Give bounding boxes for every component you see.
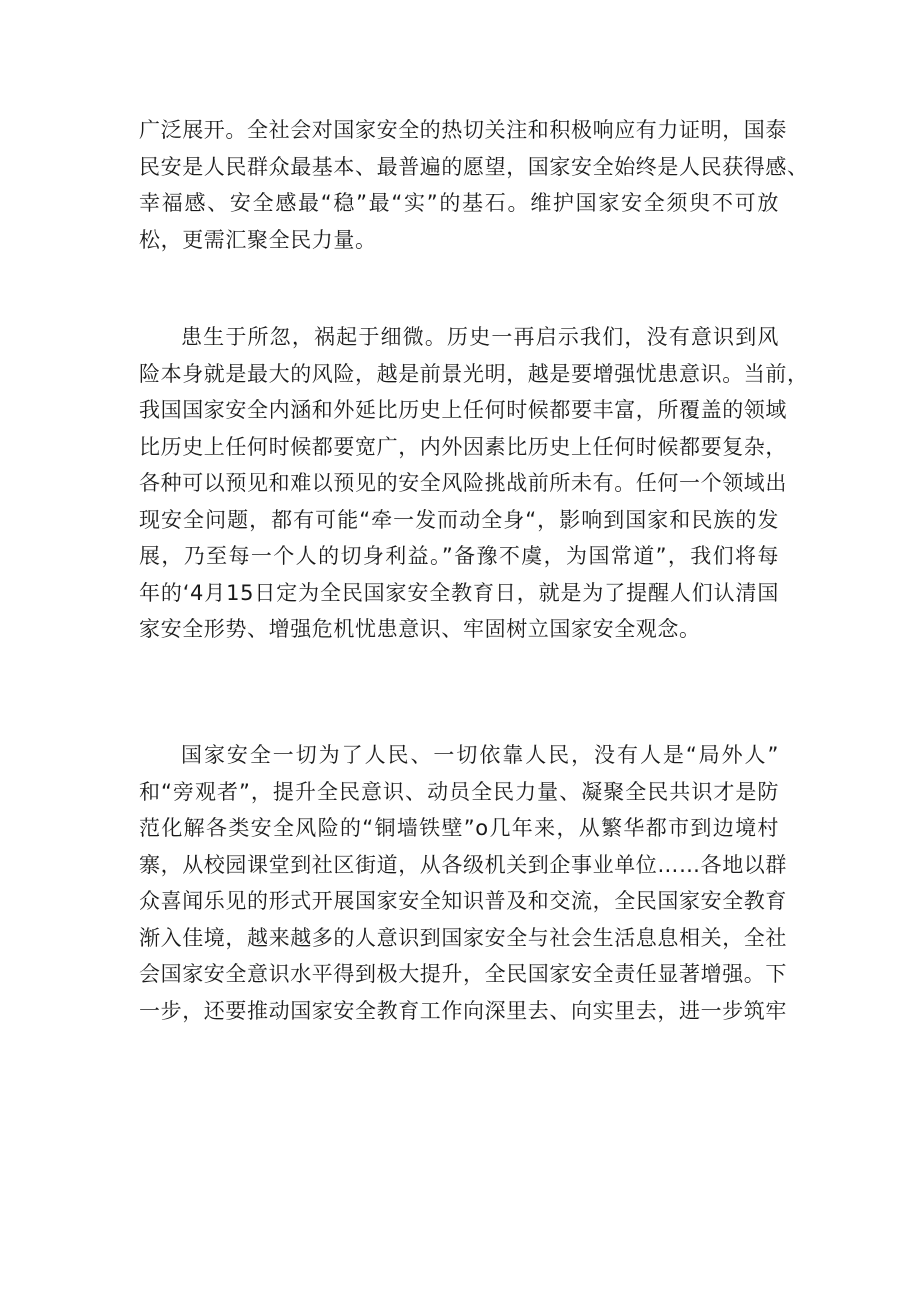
text-line: 展，乃至每一个人的切身利益。”备豫不虞，为国常道”，我们将每 (139, 544, 779, 568)
paragraph-2 (139, 319, 809, 648)
text-line: 寨，从校园课堂到社区街道，从各级机关到企事业单位……各地以群 (139, 852, 787, 877)
text-line: 各种可以预见和难以预见的安全风险挑战前所未有。任何一个领域出 (139, 471, 787, 495)
text-line: 渐入佳境，越来越多的人意识到国家安全与社会生活息息相关，全社 (139, 925, 787, 950)
text-line: 我国国家安全内涵和外延比历史上任何时候都要丰富，所覆盖的领域 (139, 398, 787, 422)
text-line: 国家安全一切为了人民、一切依靠人民，没有人是“局外人” (181, 743, 779, 767)
text-line: 民安是人民群众最基本、最普遍的愿望，国家安全始终是人民获得感、 (139, 154, 809, 179)
paragraph-3 (139, 737, 787, 1029)
paragraph-1 (139, 112, 809, 258)
text-line: 险本身就是最大的风险，越是前景光明，越是要增强忧患意识。当前， (139, 361, 809, 386)
text-line: 现安全问题，都有可能“牵一发而动全身“，影响到国家和民族的发 (139, 507, 779, 532)
text-line: 会国家安全意识水平得到极大提升，全民国家安全责任显著增强。下 (139, 962, 787, 986)
text-line: 一步，还要推动国家安全教育工作向深里去、向实里去，进一步筑牢 (139, 998, 787, 1023)
text-line: 松，更需汇聚全民力量。 (139, 227, 377, 252)
text-line: 幸福感、安全感最“稳”最“实”的基石。维护国家安全须臾不可放 (139, 191, 779, 215)
text-line: 年的‘4月15日定为全民国家安全教育日，就是为了提醒人们认清国 (139, 580, 779, 605)
text-line: 家安全形势、增强危机忧患意识、牢固树立国家安全观念。 (139, 617, 701, 641)
text-line: 广泛展开。全社会对国家安全的热切关注和积极响应有力证明，国泰 (139, 118, 787, 142)
text-line: 范化解各类安全风险的“铜墙铁壁”o几年来，从繁华都市到边境村 (139, 816, 779, 840)
text-line: 比历史上任何时候都要宽广，内外因素比历史上任何时候都要复杂， (139, 434, 787, 459)
text-line: 众喜闻乐见的形式开展国家安全知识普及和交流，全民国家安全教育 (139, 889, 787, 913)
text-line: 和“旁观者”，提升全民意识、动员全民力量、凝聚全民共识才是防 (139, 779, 779, 804)
text-line: 患生于所忽，祸起于细微。历史一再启示我们，没有意识到风 (181, 325, 779, 349)
